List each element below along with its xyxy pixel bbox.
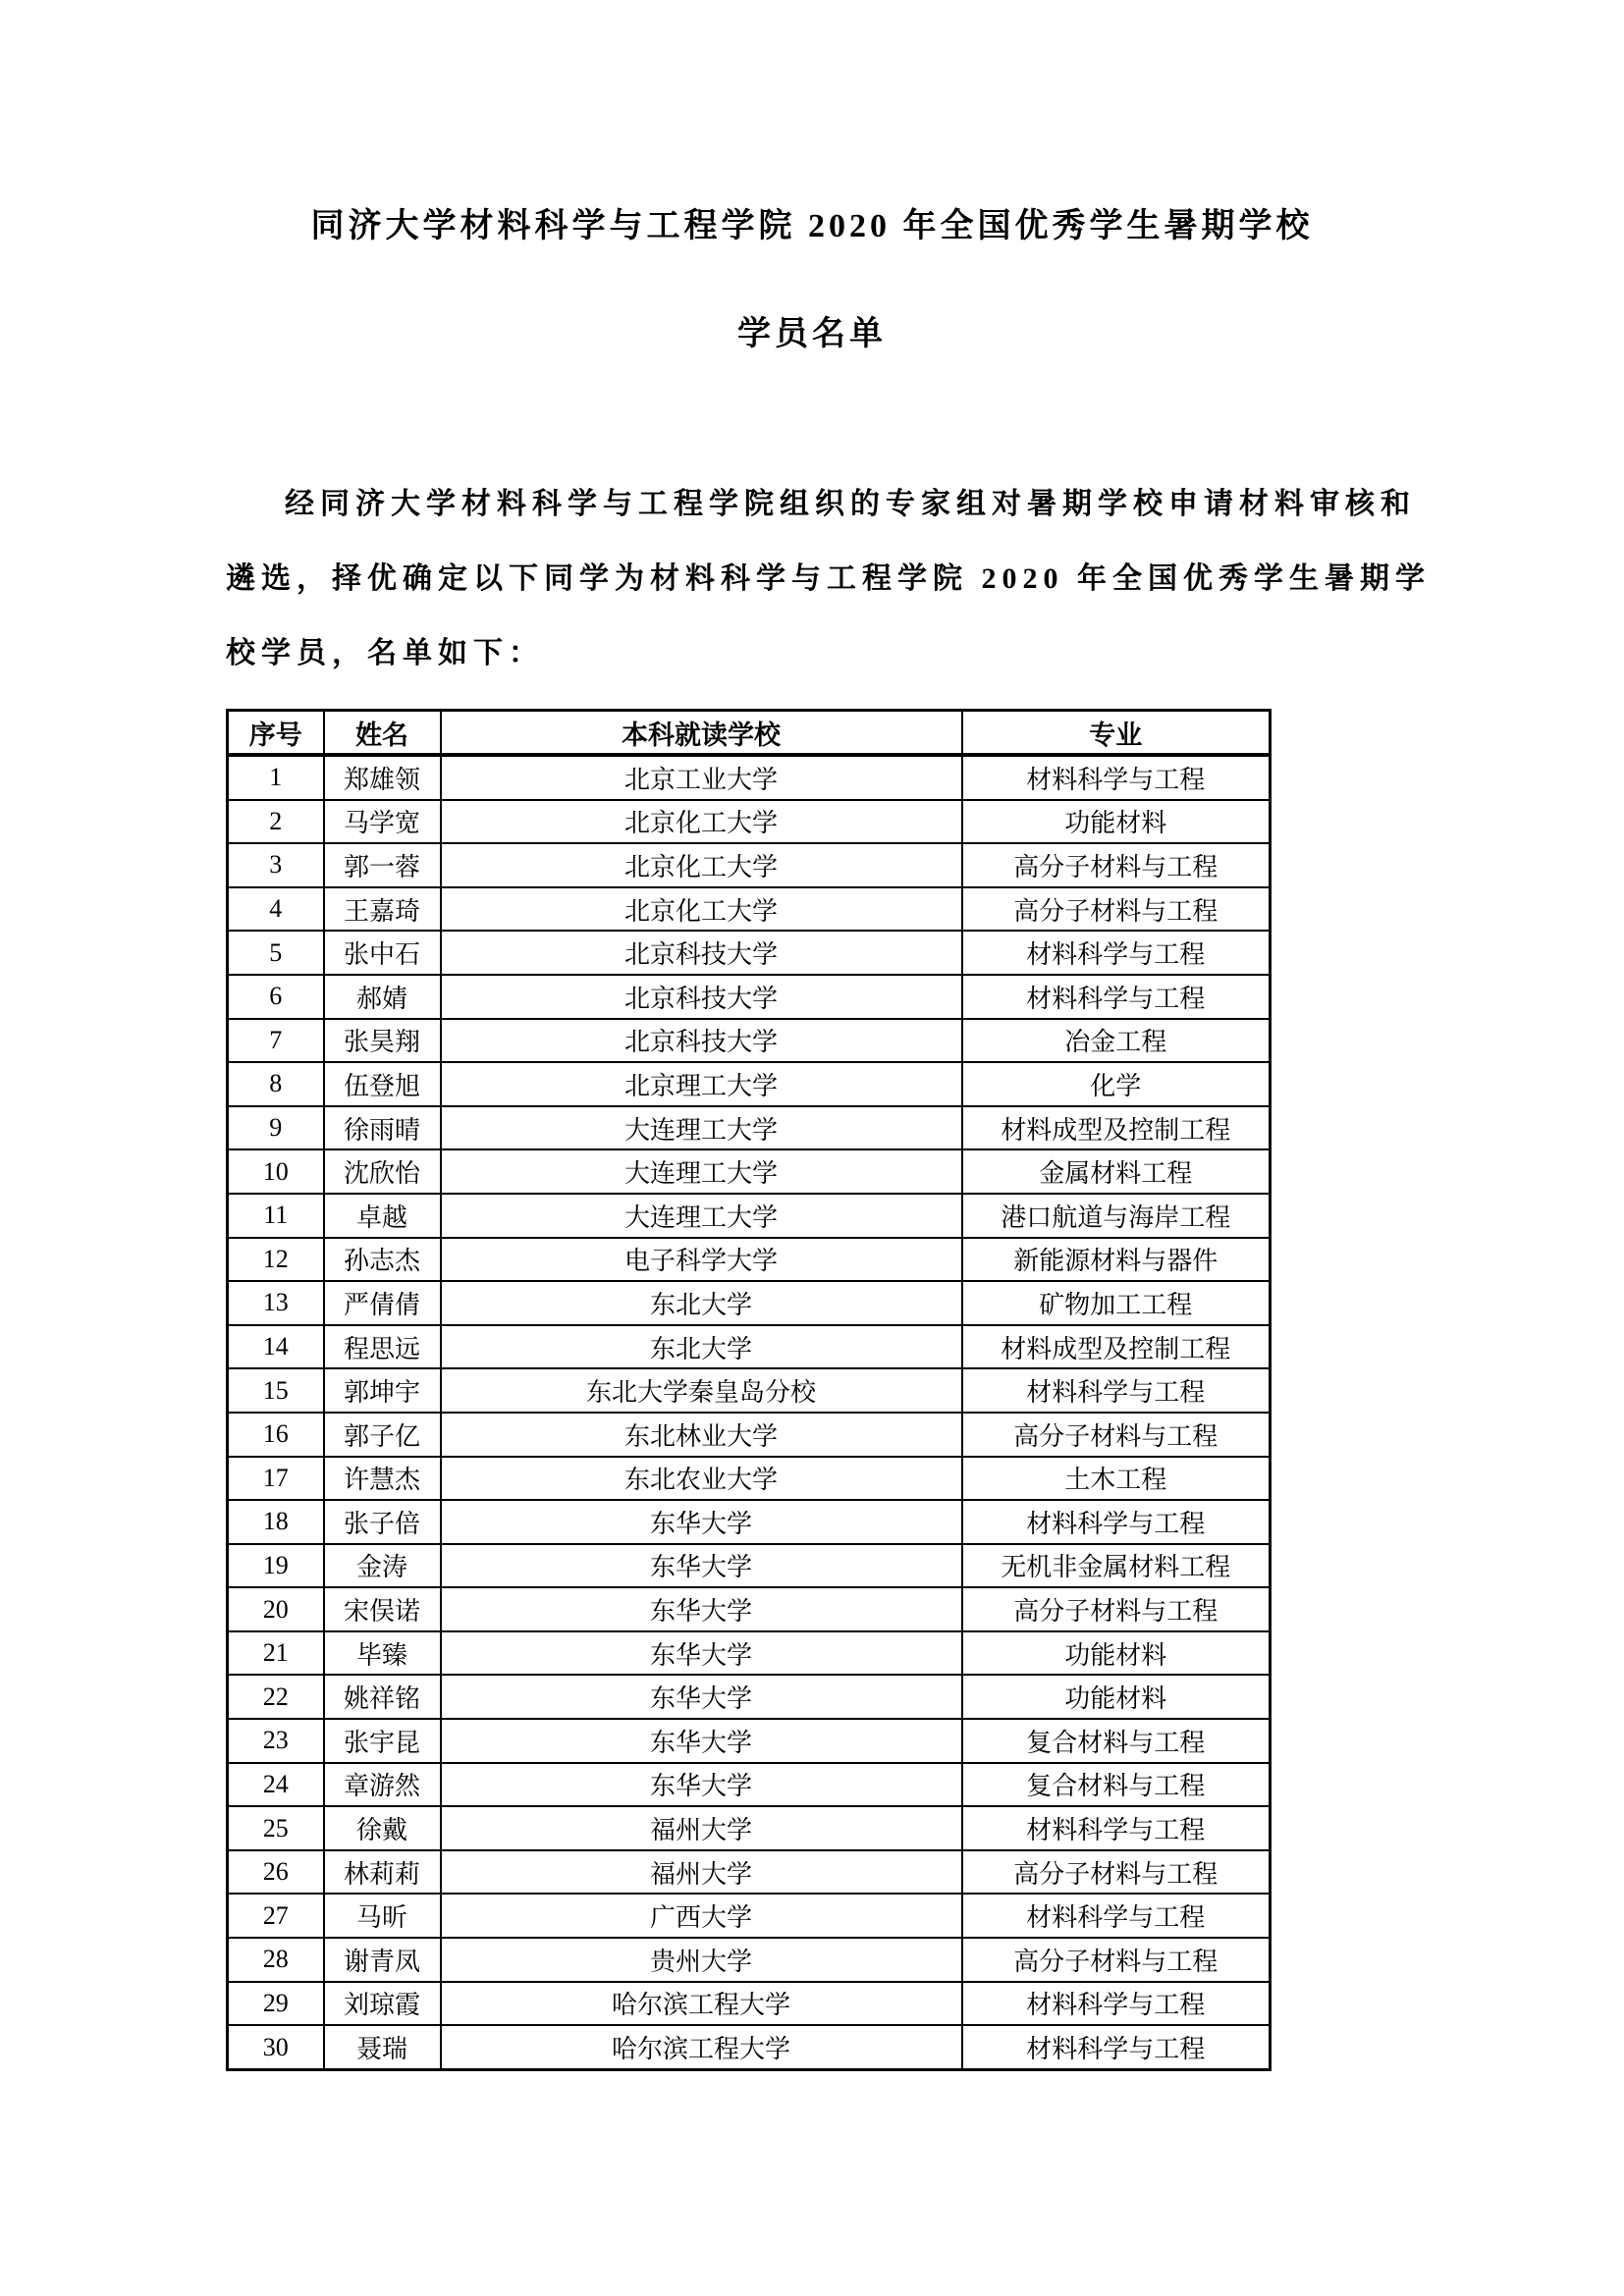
cell-school: 东北大学秦皇岛分校 [441, 1368, 962, 1413]
cell-school: 福州大学 [441, 1850, 962, 1895]
table-row [228, 1194, 1271, 1238]
table-row [228, 800, 1271, 844]
cell-seq: 17 [228, 1457, 324, 1501]
cell-major: 复合材料与工程 [962, 1763, 1271, 1807]
cell-seq: 8 [228, 1062, 324, 1106]
cell-major: 材料科学与工程 [962, 1368, 1271, 1413]
cell-major: 材料科学与工程 [962, 1806, 1271, 1850]
cell-name: 章游然 [324, 1763, 441, 1807]
cell-school: 东北大学 [441, 1281, 962, 1325]
cell-major: 冶金工程 [962, 1019, 1271, 1063]
cell-major: 化学 [962, 1062, 1271, 1106]
table-row [228, 1325, 1271, 1369]
cell-seq: 16 [228, 1413, 324, 1457]
table-row [228, 1149, 1271, 1194]
cell-major: 港口航道与海岸工程 [962, 1194, 1271, 1238]
cell-school: 福州大学 [441, 1806, 962, 1850]
cell-name: 王嘉琦 [324, 887, 441, 932]
table-row [228, 975, 1271, 1019]
cell-major: 高分子材料与工程 [962, 1587, 1271, 1631]
cell-school: 电子科学大学 [441, 1238, 962, 1282]
cell-seq: 28 [228, 1938, 324, 1982]
cell-school: 贵州大学 [441, 1938, 962, 1982]
table-row [228, 1982, 1271, 2026]
cell-name: 郑雄领 [324, 755, 441, 800]
table-header-row [228, 711, 1271, 756]
cell-seq: 4 [228, 887, 324, 932]
cell-school: 东华大学 [441, 1500, 962, 1544]
cell-school: 东华大学 [441, 1587, 962, 1631]
cell-seq: 29 [228, 1982, 324, 2026]
table-row [228, 1368, 1271, 1413]
document-title-line1: 同济大学材料科学与工程学院 2020 年全国优秀学生暑期学校 [310, 208, 1314, 244]
cell-name: 郭子亿 [324, 1413, 441, 1457]
table-row [228, 887, 1271, 932]
cell-major: 无机非金属材料工程 [962, 1544, 1271, 1588]
cell-name: 郝婧 [324, 975, 441, 1019]
table-body [228, 755, 1271, 2069]
cell-school: 东华大学 [441, 1544, 962, 1588]
cell-school: 北京科技大学 [441, 975, 962, 1019]
cell-seq: 27 [228, 1894, 324, 1938]
header-name: 姓名 [324, 711, 441, 756]
cell-name: 伍登旭 [324, 1062, 441, 1106]
cell-seq: 2 [228, 800, 324, 844]
cell-major: 土木工程 [962, 1457, 1271, 1501]
cell-school: 东华大学 [441, 1763, 962, 1807]
cell-name: 张宇昆 [324, 1719, 441, 1763]
cell-seq: 12 [228, 1238, 324, 1282]
cell-name: 聂瑞 [324, 2025, 441, 2069]
cell-school: 大连理工大学 [441, 1149, 962, 1194]
cell-seq: 14 [228, 1325, 324, 1369]
table-row [228, 931, 1271, 975]
cell-major: 高分子材料与工程 [962, 1850, 1271, 1895]
cell-major: 材料成型及控制工程 [962, 1325, 1271, 1369]
cell-school: 东北林业大学 [441, 1413, 962, 1457]
cell-school: 北京工业大学 [441, 755, 962, 800]
intro-line-1: 经同济大学材料科学与工程学院组织的专家组对暑期学校申请材料审核和 [285, 488, 1416, 520]
cell-name: 许慧杰 [324, 1457, 441, 1501]
cell-name: 徐雨晴 [324, 1106, 441, 1150]
cell-seq: 25 [228, 1806, 324, 1850]
cell-seq: 30 [228, 2025, 324, 2069]
cell-name: 卓越 [324, 1194, 441, 1238]
cell-major: 材料科学与工程 [962, 931, 1271, 975]
cell-school: 北京科技大学 [441, 1019, 962, 1063]
cell-seq: 19 [228, 1544, 324, 1588]
cell-school: 北京理工大学 [441, 1062, 962, 1106]
cell-seq: 22 [228, 1675, 324, 1719]
cell-school: 北京化工大学 [441, 843, 962, 887]
table-row [228, 1457, 1271, 1501]
table-row [228, 1238, 1271, 1282]
cell-major: 复合材料与工程 [962, 1719, 1271, 1763]
cell-major: 功能材料 [962, 800, 1271, 844]
cell-seq: 6 [228, 975, 324, 1019]
cell-name: 张昊翔 [324, 1019, 441, 1063]
intro-line-3: 校学员，名单如下： [226, 637, 544, 669]
cell-school: 东华大学 [441, 1675, 962, 1719]
document-title-line2: 学员名单 [737, 316, 887, 352]
cell-major: 材料成型及控制工程 [962, 1106, 1271, 1150]
table-row [228, 843, 1271, 887]
cell-seq: 3 [228, 843, 324, 887]
cell-major: 高分子材料与工程 [962, 1413, 1271, 1457]
table-row [228, 1500, 1271, 1544]
cell-major: 新能源材料与器件 [962, 1238, 1271, 1282]
cell-major: 高分子材料与工程 [962, 1938, 1271, 1982]
cell-seq: 9 [228, 1106, 324, 1150]
cell-school: 大连理工大学 [441, 1106, 962, 1150]
table-row [228, 1587, 1271, 1631]
cell-seq: 5 [228, 931, 324, 975]
cell-name: 刘琼霞 [324, 1982, 441, 2026]
cell-seq: 20 [228, 1587, 324, 1631]
table-row [228, 1850, 1271, 1895]
cell-seq: 15 [228, 1368, 324, 1413]
cell-seq: 23 [228, 1719, 324, 1763]
table-row [228, 1806, 1271, 1850]
cell-major: 材料科学与工程 [962, 1982, 1271, 2026]
cell-major: 功能材料 [962, 1675, 1271, 1719]
table-row [228, 1413, 1271, 1457]
table-row [228, 755, 1271, 800]
cell-school: 东北大学 [441, 1325, 962, 1369]
table-row [228, 1763, 1271, 1807]
table-row [228, 1894, 1271, 1938]
cell-seq: 18 [228, 1500, 324, 1544]
cell-name: 徐戴 [324, 1806, 441, 1850]
table-row [228, 1938, 1271, 1982]
cell-major: 材料科学与工程 [962, 1894, 1271, 1938]
table-row [228, 2025, 1271, 2069]
cell-seq: 21 [228, 1631, 324, 1676]
intro-paragraph [226, 467, 1431, 691]
cell-seq: 24 [228, 1763, 324, 1807]
table-row [228, 1062, 1271, 1106]
cell-school: 哈尔滨工程大学 [441, 2025, 962, 2069]
cell-seq: 7 [228, 1019, 324, 1063]
cell-major: 材料科学与工程 [962, 755, 1271, 800]
header-seq: 序号 [228, 711, 324, 756]
cell-name: 马学宽 [324, 800, 441, 844]
cell-seq: 26 [228, 1850, 324, 1895]
cell-name: 程思远 [324, 1325, 441, 1369]
cell-major: 材料科学与工程 [962, 2025, 1271, 2069]
cell-seq: 1 [228, 755, 324, 800]
student-roster-table [226, 709, 1272, 2071]
cell-name: 张中石 [324, 931, 441, 975]
cell-name: 孙志杰 [324, 1238, 441, 1282]
table-row [228, 1719, 1271, 1763]
cell-name: 马昕 [324, 1894, 441, 1938]
cell-major: 高分子材料与工程 [962, 843, 1271, 887]
cell-school: 北京化工大学 [441, 887, 962, 932]
cell-major: 材料科学与工程 [962, 975, 1271, 1019]
table-row [228, 1544, 1271, 1588]
cell-school: 广西大学 [441, 1894, 962, 1938]
table-row [228, 1631, 1271, 1676]
table-row [228, 1019, 1271, 1063]
cell-school: 大连理工大学 [441, 1194, 962, 1238]
cell-name: 宋俣诺 [324, 1587, 441, 1631]
cell-name: 严倩倩 [324, 1281, 441, 1325]
cell-school: 东华大学 [441, 1631, 962, 1676]
cell-name: 金涛 [324, 1544, 441, 1588]
cell-major: 金属材料工程 [962, 1149, 1271, 1194]
table-row [228, 1106, 1271, 1150]
cell-school: 北京科技大学 [441, 931, 962, 975]
cell-major: 矿物加工工程 [962, 1281, 1271, 1325]
cell-name: 林莉莉 [324, 1850, 441, 1895]
cell-school: 东北农业大学 [441, 1457, 962, 1501]
cell-name: 张子倍 [324, 1500, 441, 1544]
cell-seq: 13 [228, 1281, 324, 1325]
header-major: 专业 [962, 711, 1271, 756]
cell-major: 功能材料 [962, 1631, 1271, 1676]
table-row [228, 1675, 1271, 1719]
cell-name: 郭坤宇 [324, 1368, 441, 1413]
intro-line-2: 遴选，择优确定以下同学为材料科学与工程学院 2020 年全国优秀学生暑期学 [226, 562, 1431, 595]
cell-school: 北京化工大学 [441, 800, 962, 844]
cell-name: 郭一蓉 [324, 843, 441, 887]
cell-name: 毕臻 [324, 1631, 441, 1676]
cell-name: 谢青凤 [324, 1938, 441, 1982]
cell-seq: 10 [228, 1149, 324, 1194]
cell-school: 东华大学 [441, 1719, 962, 1763]
cell-major: 材料科学与工程 [962, 1500, 1271, 1544]
header-school: 本科就读学校 [441, 711, 962, 756]
cell-name: 沈欣怡 [324, 1149, 441, 1194]
cell-seq: 11 [228, 1194, 324, 1238]
cell-school: 哈尔滨工程大学 [441, 1982, 962, 2026]
cell-name: 姚祥铭 [324, 1675, 441, 1719]
cell-major: 高分子材料与工程 [962, 887, 1271, 932]
table-row [228, 1281, 1271, 1325]
